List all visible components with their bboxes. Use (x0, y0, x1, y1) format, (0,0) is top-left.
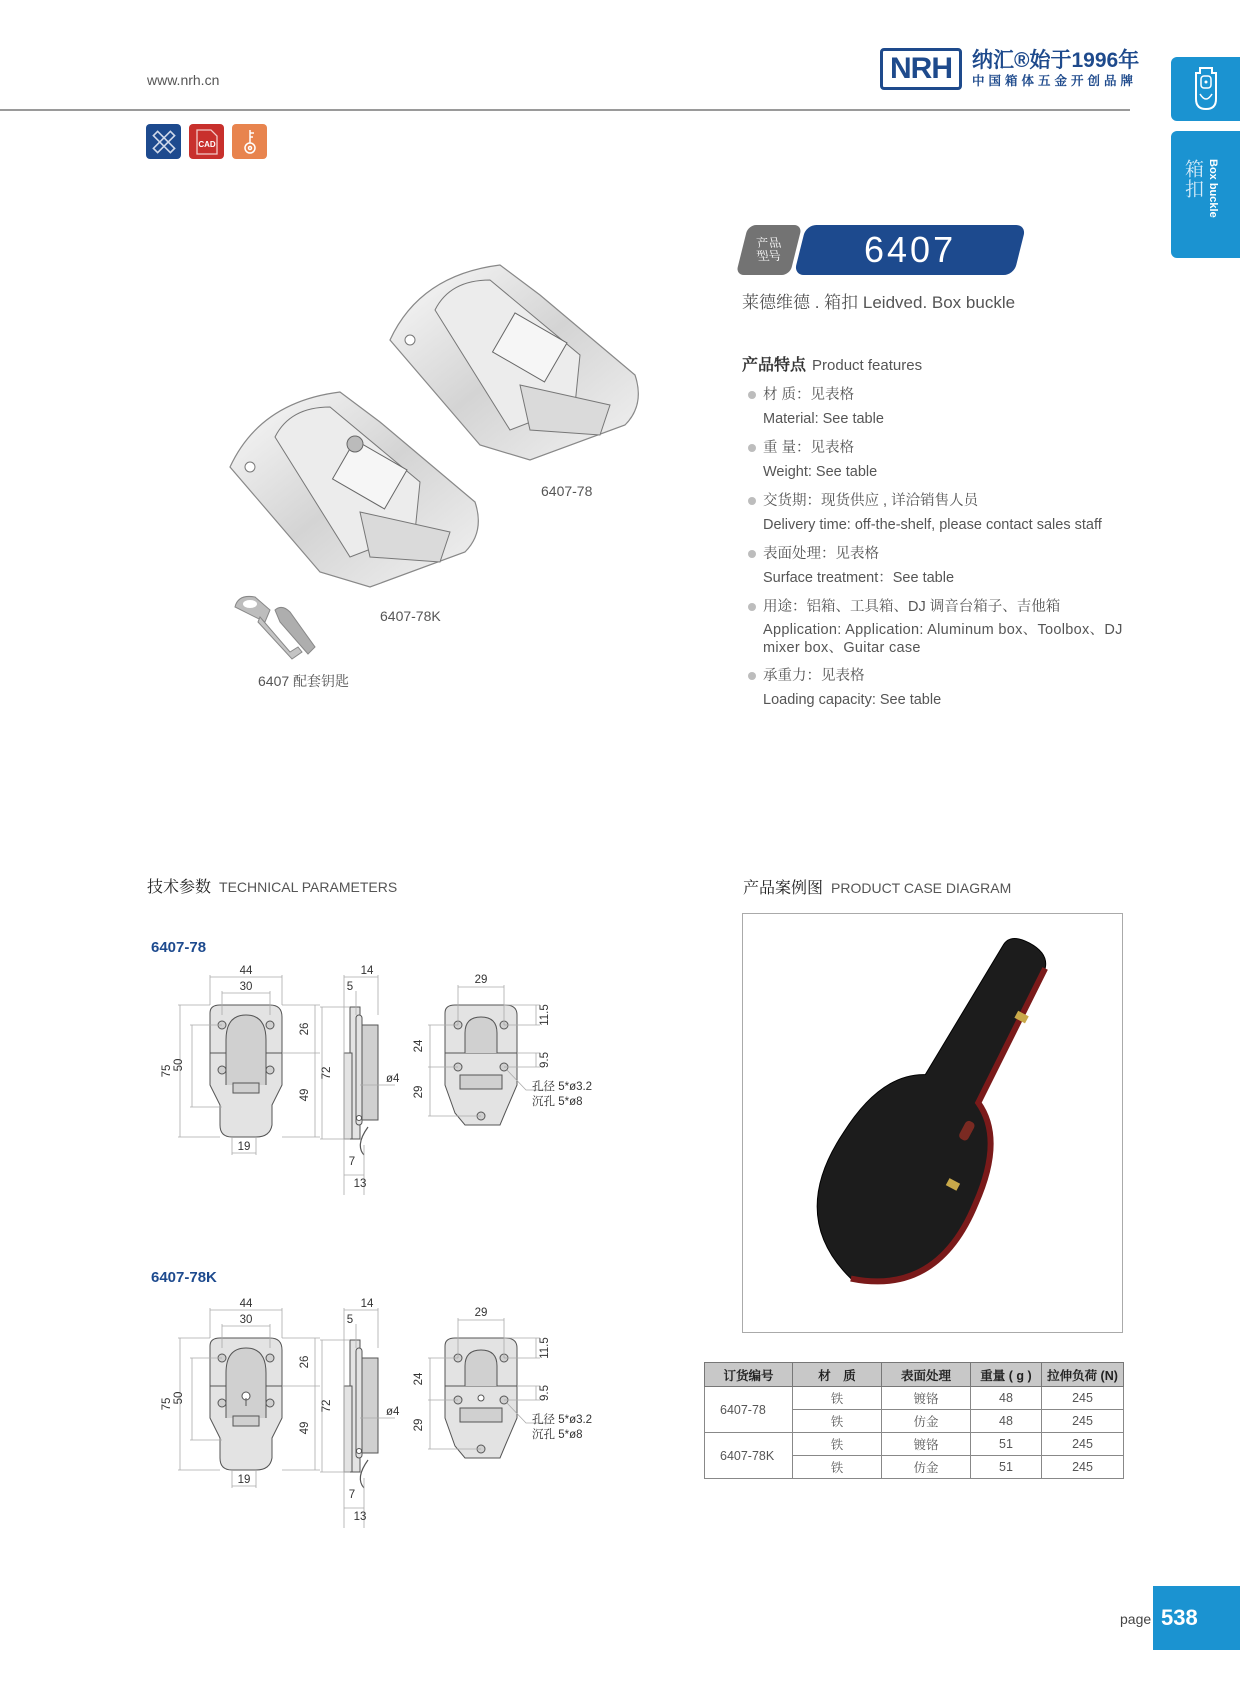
drawing-model-6407-78: 6407-78 (151, 939, 207, 956)
svg-text:19: 19 (237, 1474, 251, 1486)
order-no-cell: 6407-78 (705, 1387, 793, 1433)
side-view (320, 1298, 400, 1528)
logo-mark: NRH (880, 48, 962, 90)
feature-weight: 重 量：见表格 Weight: See table (742, 438, 1142, 482)
front-view (161, 965, 320, 1155)
case-diagram-frame (742, 913, 1123, 1333)
key-icon[interactable] (232, 124, 267, 159)
feature-application: 用途：铝箱、工具箱、DJ 调音台箱子、吉他箱 Application: Application: Aluminum box、Toolbox、DJ mixer box、Guitar case (742, 597, 1142, 657)
logo-subtitle: 中国箱体五金开创品牌 (972, 74, 1138, 88)
svg-text:14: 14 (360, 965, 374, 977)
category-en: Box buckle (1207, 159, 1219, 218)
svg-text:30: 30 (239, 981, 253, 993)
svg-text:26: 26 (299, 1022, 311, 1036)
front-view (161, 1298, 320, 1488)
svg-text:ø4: ø4 (386, 1073, 400, 1085)
col-finish: 表面处理 (882, 1363, 971, 1387)
caption-6407-78k: 6407-78K (380, 608, 441, 624)
guitar-case-image (743, 914, 1122, 1332)
category-cn: 箱扣 (1182, 159, 1203, 199)
features-title: 产品特点 Product features (742, 357, 923, 374)
technical-drawing-6407-78k (150, 1288, 610, 1528)
svg-text:29: 29 (474, 974, 488, 986)
svg-text:29: 29 (413, 1085, 425, 1099)
side-tab-box-buckle[interactable] (1171, 131, 1240, 258)
svg-text:29: 29 (413, 1418, 425, 1432)
svg-text:13: 13 (353, 1178, 367, 1190)
svg-text:11.5: 11.5 (539, 1004, 551, 1026)
side-tab-product-icon[interactable] (1171, 57, 1240, 121)
svg-text:7: 7 (348, 1489, 356, 1501)
tool-icons (146, 124, 267, 159)
feature-delivery: 交货期：现货供应 , 详洽销售人员 Delivery time: off-the-shelf, please contact sales staff (742, 491, 1142, 535)
svg-text:44: 44 (239, 965, 253, 977)
col-load: 拉伸负荷 (N) (1042, 1363, 1124, 1387)
drawing-model-6407-78k: 6407-78K (151, 1269, 217, 1286)
svg-text:ø4: ø4 (386, 1406, 400, 1418)
drawing-tools-icon[interactable] (146, 124, 181, 159)
table-row: 铁 仿金 48 245 (705, 1410, 1124, 1433)
caption-key: 6407 配套钥匙 (258, 673, 350, 689)
svg-text:孔径 5*ø3.2: 孔径 5*ø3.2 (532, 1081, 593, 1093)
svg-text:11.5: 11.5 (539, 1337, 551, 1359)
order-no-cell: 6407-78K (705, 1433, 793, 1479)
svg-text:26: 26 (299, 1355, 311, 1369)
svg-text:50: 50 (173, 1058, 185, 1072)
product-name: 莱德维德 . 箱扣 Leidved. Box buckle (742, 293, 1016, 312)
header-divider (0, 109, 1130, 111)
technical-drawing-6407-78 (150, 955, 610, 1195)
svg-text:9.5: 9.5 (539, 1385, 551, 1401)
svg-text:沉孔 5*ø8: 沉孔 5*ø8 (532, 1096, 583, 1108)
col-weight: 重量 ( g ) (971, 1363, 1042, 1387)
technical-title: 技术参数 TECHNICAL PARAMETERS (147, 879, 398, 896)
svg-text:9.5: 9.5 (539, 1052, 551, 1068)
svg-text:5: 5 (346, 981, 354, 993)
svg-text:75: 75 (161, 1397, 173, 1411)
feature-material: 材 质：见表格 Material: See table (742, 385, 1142, 429)
svg-text:75: 75 (161, 1064, 173, 1078)
cad-file-icon[interactable] (189, 124, 224, 159)
feature-surface: 表面处理：见表格 Surface treatment：See table (742, 544, 1142, 588)
svg-text:24: 24 (413, 1039, 425, 1053)
svg-text:49: 49 (299, 1088, 311, 1102)
table-row: 6407-78 铁 镀铬 48 245 (705, 1387, 1124, 1410)
model-number: 6407 (863, 229, 957, 270)
product-features (742, 352, 1142, 719)
brand-logo (880, 48, 1139, 90)
svg-text:14: 14 (360, 1298, 374, 1310)
table-row: 6407-78K 铁 镀铬 51 245 (705, 1433, 1124, 1456)
svg-text:29: 29 (474, 1307, 488, 1319)
svg-text:19: 19 (237, 1141, 251, 1153)
svg-text:沉孔 5*ø8: 沉孔 5*ø8 (532, 1429, 583, 1441)
page-label: page (1120, 1611, 1152, 1627)
case-diagram-title: 产品案例图 PRODUCT CASE DIAGRAM (743, 880, 1012, 897)
site-url[interactable]: www.nrh.cn (147, 72, 220, 88)
svg-text:孔径 5*ø3.2: 孔径 5*ø3.2 (532, 1414, 593, 1426)
table-row: 铁 仿金 51 245 (705, 1456, 1124, 1479)
page-number: 538 (1153, 1586, 1240, 1650)
svg-text:CAD: CAD (197, 139, 216, 149)
back-view (413, 974, 592, 1125)
model-label-badge (736, 225, 802, 275)
latch-6407-78k-photo (220, 382, 490, 592)
svg-text:7: 7 (348, 1156, 356, 1168)
badge-label-line2: 型号 (755, 249, 783, 263)
svg-text:50: 50 (173, 1391, 185, 1405)
badge-label-line1: 产品 (755, 236, 783, 250)
svg-text:30: 30 (239, 1314, 253, 1326)
svg-text:49: 49 (299, 1421, 311, 1435)
side-view (320, 965, 400, 1195)
svg-text:13: 13 (353, 1511, 367, 1523)
svg-text:72: 72 (321, 1399, 333, 1413)
box-buckle-icon (1192, 66, 1220, 112)
key-photo (230, 592, 320, 662)
model-number-badge (794, 225, 1026, 275)
svg-text:5: 5 (346, 1314, 354, 1326)
col-order-no: 订货编号 (705, 1363, 793, 1387)
caption-6407-78: 6407-78 (541, 483, 593, 499)
col-material: 材 质 (793, 1363, 882, 1387)
table-header-row (705, 1363, 1124, 1387)
svg-text:44: 44 (239, 1298, 253, 1310)
feature-loading: 承重力：见表格 Loading capacity: See table (742, 666, 1142, 710)
spec-table (704, 1362, 1124, 1479)
svg-text:72: 72 (321, 1066, 333, 1080)
logo-tagline: 纳汇®始于1996年 (972, 49, 1140, 72)
svg-text:24: 24 (413, 1372, 425, 1386)
back-view (413, 1307, 592, 1458)
